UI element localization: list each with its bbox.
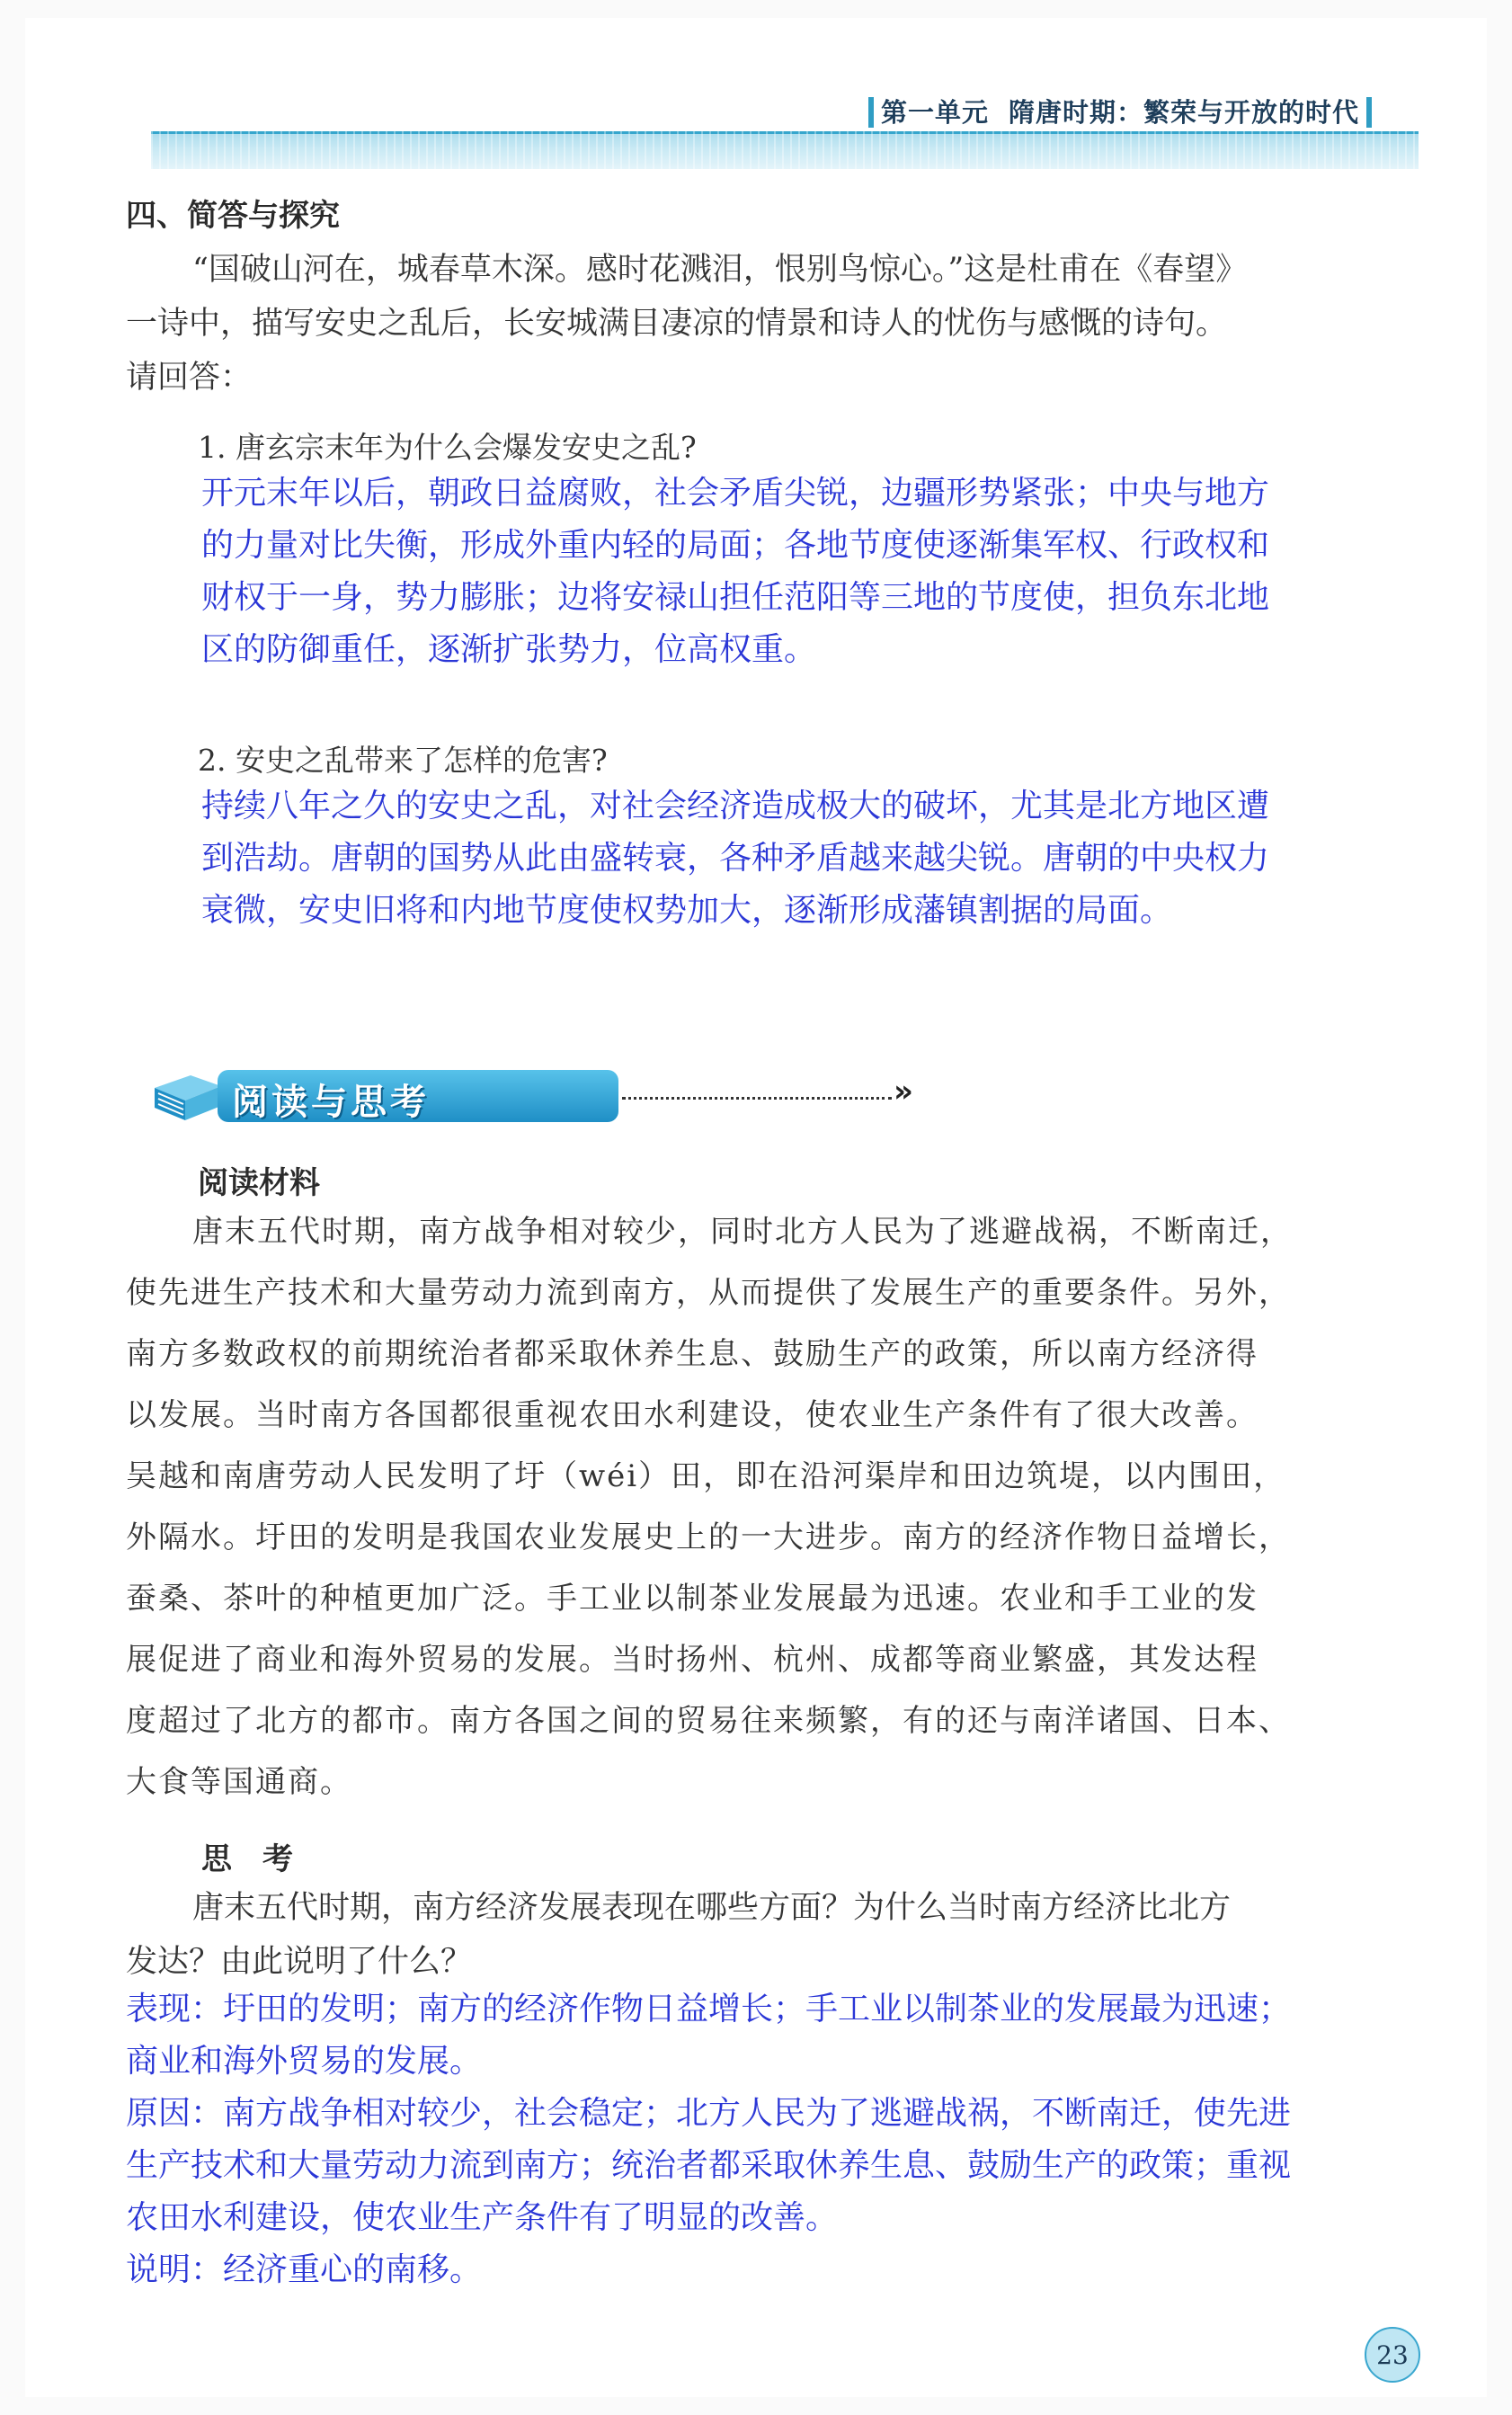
banner-label: 阅读与思考 — [232, 1082, 430, 1123]
material-line: 吴越和南唐劳动人民发明了圩（wéi）田，即在沿河渠岸和田边筑堤，以内围田， — [126, 1458, 1286, 1494]
reading-material — [126, 1201, 1293, 1813]
page-number: 23 — [1365, 2327, 1420, 2383]
intro-line: 请回答： — [126, 360, 253, 396]
answer-2 — [201, 780, 1269, 937]
question-2: 2. 安史之乱带来了怎样的危害? — [198, 743, 608, 778]
think-heading: 思 考 — [201, 1841, 293, 1877]
material-line: 唐末五代时期，南方战争相对较少，同时北方人民为了逃避战祸，不断南迁， — [192, 1214, 1293, 1250]
answer-line: 表现：圩田的发明；南方的经济作物日益增长；手工业以制茶业的发展最为迅速； — [126, 1991, 1292, 2027]
answer-line: 说明：经济重心的南移。 — [126, 2251, 483, 2288]
material-line: 以发展。当时南方各国都很重视农田水利建设，使农业生产条件有了很大改善。 — [126, 1397, 1259, 1433]
unit-title: 隋唐时期：繁荣与开放的时代 — [1008, 97, 1359, 128]
textbook-page — [25, 18, 1487, 2397]
banner-arrow: » — [894, 1074, 913, 1109]
question-1: 1. 唐玄宗末年为什么会爆发安史之乱? — [198, 430, 697, 465]
running-header — [868, 97, 1372, 128]
answer-line: 原因：南方战争相对较少，社会稳定；北方人民为了逃避战祸，不断南迁，使先进 — [126, 2095, 1292, 2132]
answer-line: 的力量对比失衡，形成外重内轻的局面；各地节度使逐渐集军权、行政权和 — [201, 527, 1270, 564]
material-line: 外隔水。圩田的发明是我国农业发展史上的一大进步。南方的经济作物日益增长， — [126, 1519, 1291, 1555]
answer-line: 衰微，安史旧将和内地节度使权势加大，逐渐形成藩镇割据的局面。 — [201, 892, 1173, 929]
answer-line: 农田水利建设，使农业生产条件有了明显的改善。 — [126, 2199, 839, 2236]
answer-line: 到浩劫。唐朝的国势从此由盛转衰，各种矛盾越来越尖锐。唐朝的中央权力 — [201, 840, 1270, 877]
answer-1 — [201, 468, 1269, 676]
think-answer — [126, 1983, 1291, 2296]
reading-banner — [151, 1063, 913, 1126]
answer-line: 财权于一身，势力膨胀；边将安禄山担任范阳等三地的节度使，担负东北地 — [201, 579, 1270, 616]
intro-line: 一诗中，描写安史之乱后，长安城满目凄凉的情景和诗人的忧伤与感慨的诗句。 — [126, 306, 1228, 342]
answer-line: 开元末年以后，朝政日益腐败，社会矛盾尖锐，边疆形势紧张；中央与地方 — [201, 475, 1270, 512]
material-line: 南方多数政权的前期统治者都采取休养生息、鼓励生产的政策，所以南方经济得 — [126, 1336, 1259, 1372]
section-heading: 四、简答与探究 — [126, 198, 340, 234]
answer-line: 商业和海外贸易的发展。 — [126, 2043, 483, 2080]
section-intro — [126, 243, 1456, 405]
book-icon — [151, 1066, 223, 1124]
answer-line: 生产技术和大量劳动力流到南方；统治者都采取休养生息、鼓励生产的政策；重视 — [126, 2147, 1292, 2184]
banner-dotted-line — [622, 1097, 892, 1100]
unit-label: 第一单元 — [880, 97, 989, 128]
think-line: 唐末五代时期，南方经济发展表现在哪些方面？为什么当时南方经济比北方 — [192, 1890, 1232, 1926]
header-decor-band — [151, 131, 1419, 169]
intro-line: “国破山河在，城春草木深。感时花溅泪，恨别鸟惊心。”这是杜甫在《春望》 — [192, 252, 1248, 288]
material-line: 使先进生产技术和大量劳动力流到南方，从而提供了发展生产的重要条件。另外， — [126, 1275, 1291, 1311]
answer-line: 区的防御重任，逐渐扩张势力，位高权重。 — [201, 631, 817, 668]
material-line: 度超过了北方的都市。南方各国之间的贸易往来频繁，有的还与南洋诸国、日本、 — [126, 1703, 1291, 1739]
answer-line: 持续八年之久的安史之乱，对社会经济造成极大的破坏，尤其是北方地区遭 — [201, 788, 1270, 824]
material-line: 蚕桑、茶叶的种植更加广泛。手工业以制茶业发展最为迅速。农业和手工业的发 — [126, 1581, 1259, 1617]
think-line: 发达？由此说明了什么？ — [126, 1944, 473, 1980]
material-line: 大食等国通商。 — [126, 1764, 352, 1800]
material-line: 展促进了商业和海外贸易的发展。当时扬州、杭州、成都等商业繁盛，其发达程 — [126, 1642, 1259, 1678]
think-question — [126, 1881, 1231, 1989]
material-heading: 阅读材料 — [198, 1165, 320, 1201]
